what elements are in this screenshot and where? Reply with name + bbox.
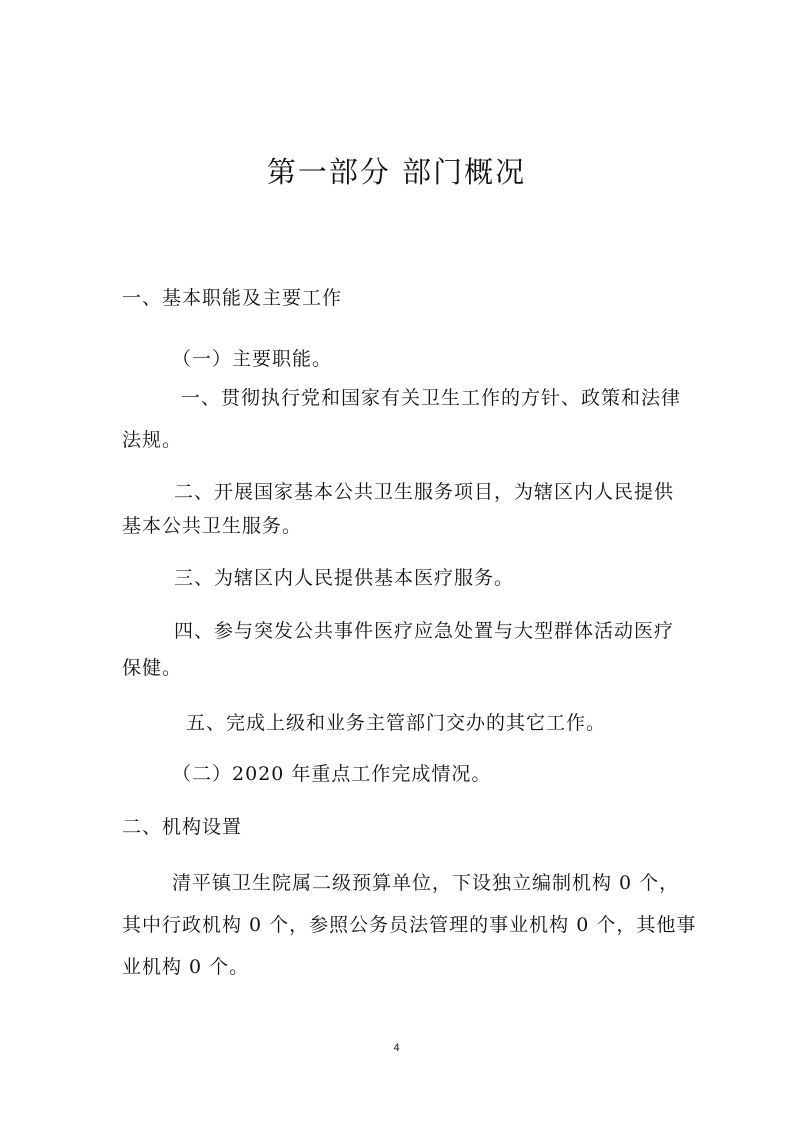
list-item-2-line-1: 二、开展国家基本公共卫生服务项目，为辖区内人民提供 bbox=[174, 481, 675, 503]
page-number: 4 bbox=[393, 1042, 400, 1054]
paragraph-line-2: 其中行政机构 0 个，参照公务员法管理的事业机构 0 个，其他事 bbox=[122, 914, 697, 936]
list-item-4-line-1: 四、参与突发公共事件医疗应急处置与大型群体活动医疗 bbox=[174, 620, 675, 642]
list-item-5: 五、完成上级和业务主管部门交办的其它工作。 bbox=[186, 712, 607, 734]
paragraph-line-1: 清平镇卫生院属二级预算单位，下设独立编制机构 0 个， bbox=[172, 872, 680, 894]
subsection-heading-main-functions: （一）主要职能。 bbox=[172, 348, 333, 370]
list-item-2-line-2: 基本公共卫生服务。 bbox=[122, 515, 303, 537]
subsection-heading-key-work-2020: （二）2020 年重点工作完成情况。 bbox=[172, 763, 492, 785]
page-title: 第一部分 部门概况 bbox=[266, 155, 527, 189]
list-item-3: 三、为辖区内人民提供基本医疗服务。 bbox=[174, 567, 515, 589]
list-item-1-line-2: 法规。 bbox=[122, 429, 183, 451]
paragraph-line-3: 业机构 0 个。 bbox=[122, 956, 250, 978]
section-heading-organization: 二、机构设置 bbox=[122, 816, 243, 838]
section-heading-basic-functions: 一、基本职能及主要工作 bbox=[122, 287, 343, 309]
list-item-4-line-2: 保健。 bbox=[122, 657, 183, 679]
list-item-1-line-1: 一、贯彻执行党和国家有关卫生工作的方针、政策和法律 bbox=[181, 387, 682, 409]
